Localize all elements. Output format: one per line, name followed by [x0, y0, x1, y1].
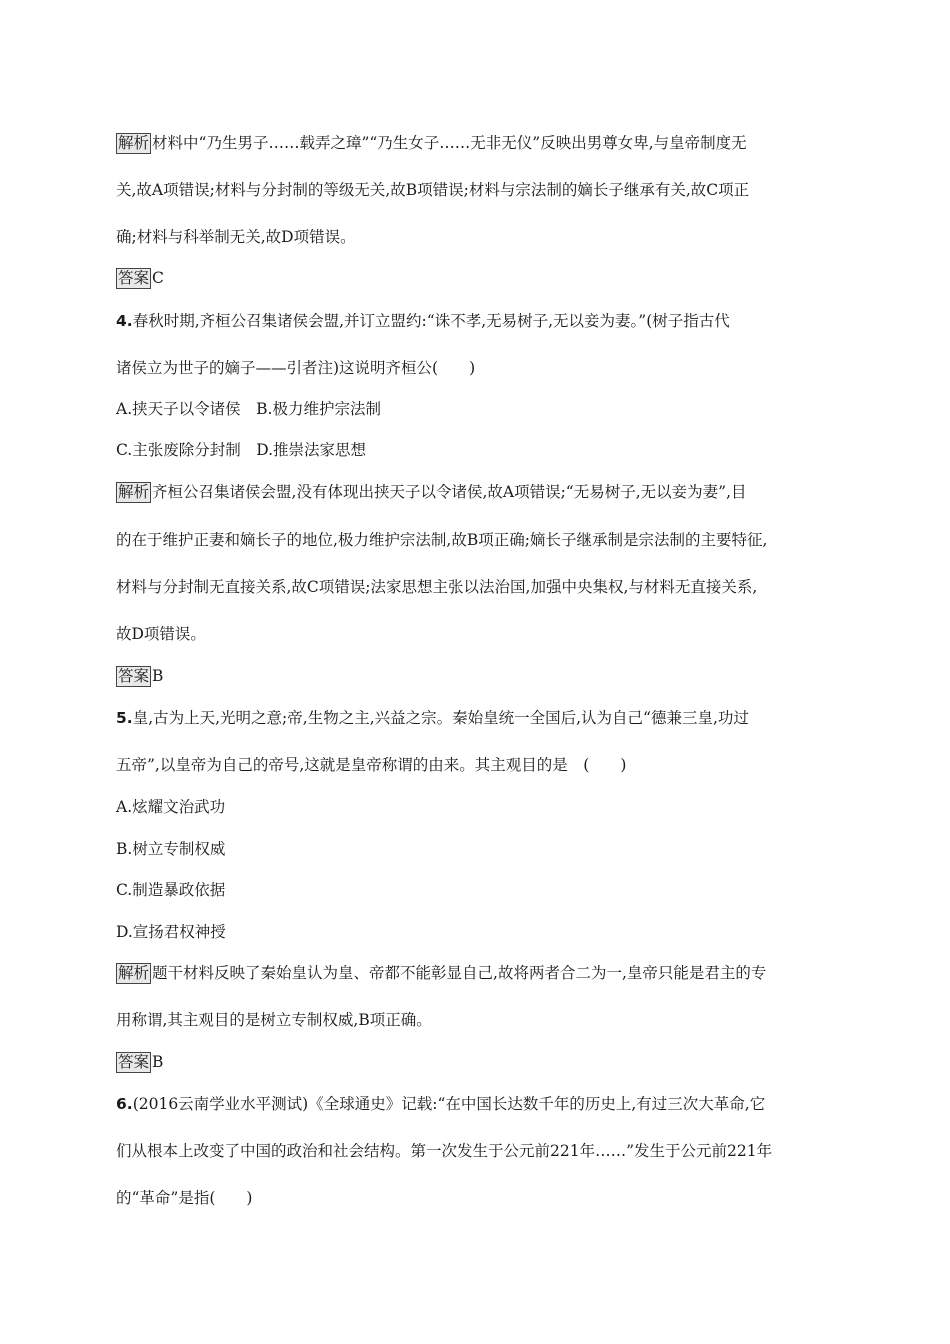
q4-options-line-1: A.挟天子以令诸侯 B.极力维护宗法制: [116, 400, 381, 418]
q4-stem-line-2: 诸侯立为世子的嫡子——引者注)这说明齐桓公( ): [116, 359, 476, 377]
q4-stem-line-1: [116, 310, 730, 333]
q4-options-line-2: C.主张废除分封制 D.推崇法家思想: [116, 441, 367, 459]
q4-analysis-text: 齐桓公召集诸侯会盟,没有体现出挟天子以令诸侯,故A项错误;“无易树子,无以妾为妻”,目: [152, 483, 747, 501]
q4-number: 4.: [116, 312, 133, 330]
analysis-tag: 解析: [118, 964, 150, 982]
q3-answer: [116, 267, 164, 290]
q4-answer: [116, 665, 163, 688]
q5-option-b: B.树立专制权威: [116, 840, 226, 858]
q5-option-a: A.炫耀文治武功: [116, 798, 226, 816]
q5-stem-line-1: [116, 707, 749, 730]
q4-answer-value: B: [152, 667, 164, 685]
q4-analysis-line-1: [116, 481, 747, 504]
q5-answer: [116, 1051, 163, 1074]
q4-analysis-line-3: 材料与分封制无直接关系,故C项错误;法家思想主张以法治国,加强中央集权,与材料无直接关系,: [116, 578, 758, 596]
q3-analysis-line-1: [116, 132, 747, 155]
q6-stem-text: (2016云南学业水平测试)《全球通史》记载:“在中国长达数千年的历史上,有过三次大革命,它: [132, 1095, 766, 1113]
q6-stem-line-1: [116, 1093, 765, 1116]
q3-analysis-text: 材料中“乃生男子……载弄之璋”“乃生女子……无非无仪”反映出男尊女卑,与皇帝制度无: [152, 134, 747, 152]
q4-stem-text: 春秋时期,齐桓公召集诸侯会盟,并订立盟约:“诛不孝,无易树子,无以妾为妻。”(树子指古代: [132, 312, 730, 330]
analysis-tag: 解析: [118, 483, 150, 501]
q6-stem-line-2: 们从根本上改变了中国的政治和社会结构。第一次发生于公元前221年……”发生于公元前221年: [116, 1142, 773, 1160]
analysis-tag: 解析: [118, 134, 150, 152]
q5-answer-value: B: [152, 1053, 164, 1071]
q4-analysis-line-2: 的在于维护正妻和嫡长子的地位,极力维护宗法制,故B项正确;嫡长子继承制是宗法制的主要特征,: [116, 531, 768, 549]
q6-stem-line-3: 的“革命”是指( ): [116, 1189, 253, 1207]
q5-analysis-line-1: [116, 962, 766, 985]
q5-stem-line-2: 五帝”,以皇帝为自己的帝号,这就是皇帝称谓的由来。其主观目的是 ( ): [116, 756, 627, 774]
q3-answer-value: C: [152, 269, 164, 287]
q5-option-c: C.制造暴政依据: [116, 881, 226, 899]
q5-option-d: D.宣扬君权神授: [116, 923, 226, 941]
q4-analysis-line-4: 故D项错误。: [116, 625, 206, 643]
answer-tag: 答案: [118, 667, 150, 685]
q5-analysis-text: 题干材料反映了秦始皇认为皇、帝都不能彰显自己,故将两者合二为一,皇帝只能是君主的专: [152, 964, 767, 982]
answer-tag: 答案: [118, 269, 150, 287]
q3-analysis-line-2: 关,故A项错误;材料与分封制的等级无关,故B项错误;材料与宗法制的嫡长子继承有关,故C项正: [116, 181, 750, 199]
answer-tag: 答案: [118, 1053, 150, 1071]
q6-number: 6.: [116, 1095, 133, 1113]
q5-analysis-line-2: 用称谓,其主观目的是树立专制权威,B项正确。: [116, 1011, 432, 1029]
q5-number: 5.: [116, 709, 133, 727]
q5-stem-text: 皇,古为上天,光明之意;帝,生物之主,兴益之宗。秦始皇统一全国后,认为自己“德兼三皇,功过: [132, 709, 749, 727]
q3-analysis-line-3: 确;材料与科举制无关,故D项错误。: [116, 228, 356, 246]
